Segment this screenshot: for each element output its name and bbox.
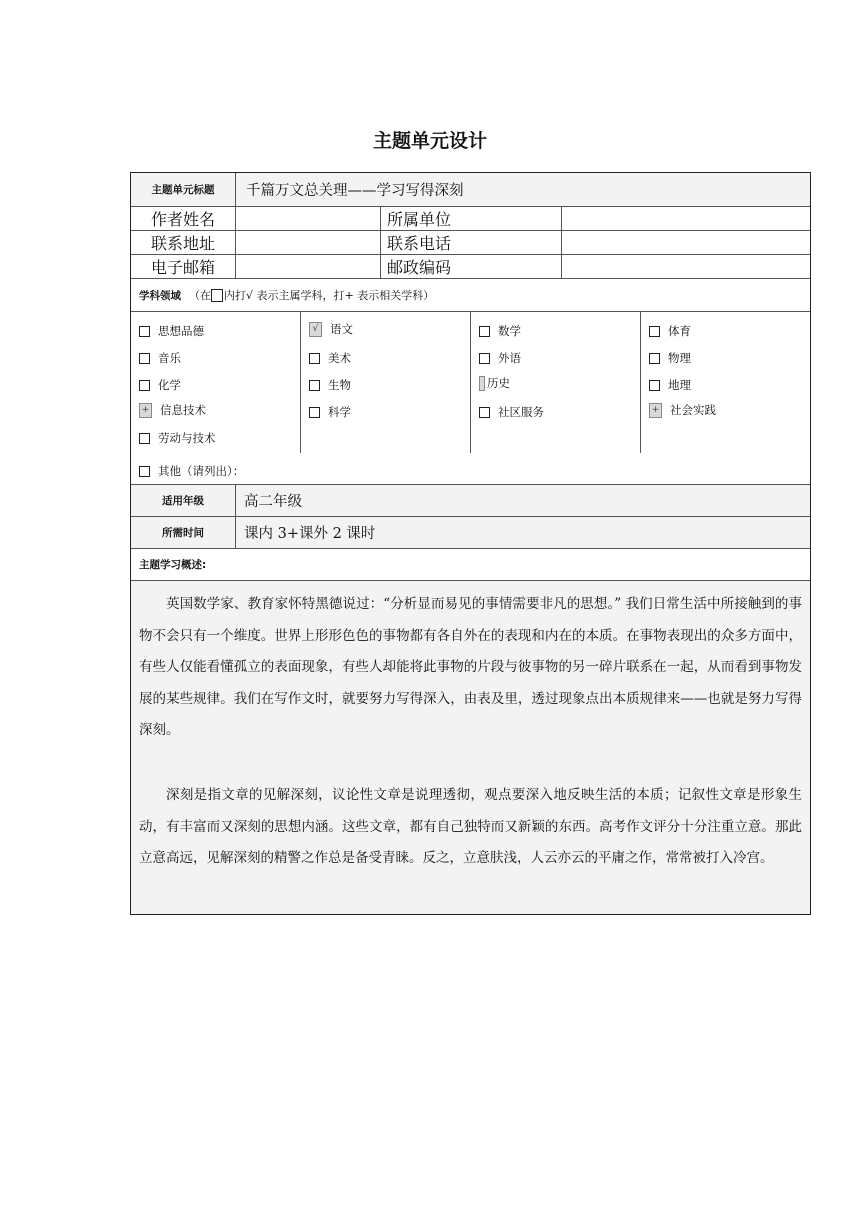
email-label: 电子邮箱 xyxy=(131,255,236,278)
checkbox-physics[interactable] xyxy=(649,353,660,364)
subject-checkbox-grid xyxy=(131,312,810,485)
checkbox-chemistry[interactable] xyxy=(139,380,150,391)
subject-music[interactable]: 音乐 xyxy=(139,350,181,366)
subject-chemistry[interactable]: 化学 xyxy=(139,377,181,393)
checkbox-community-service[interactable] xyxy=(479,407,490,418)
time-label: 所需时间 xyxy=(131,517,236,548)
subject-area-hint-after: 内打√ 表示主属学科，打+ 表示相关学科） xyxy=(224,289,435,302)
checkbox-legend-icon xyxy=(211,289,223,302)
affiliation-value xyxy=(562,207,810,230)
info-row-author xyxy=(131,207,810,231)
subject-pe[interactable]: 体育 xyxy=(649,323,691,339)
checkbox-pe[interactable] xyxy=(649,326,660,337)
checkbox-history[interactable] xyxy=(479,376,485,391)
grade-label: 适用年级 xyxy=(131,485,236,516)
subject-area-label: 学科领域 xyxy=(139,289,181,302)
address-value xyxy=(236,231,381,254)
checkbox-science[interactable] xyxy=(309,407,320,418)
subject-area-hint-before: （在 xyxy=(189,289,211,302)
grade-value: 高二年级 xyxy=(236,485,810,516)
checkbox-biology[interactable] xyxy=(309,380,320,391)
unit-design-form xyxy=(130,172,811,915)
overview-paragraph-1: 英国数学家、教育家怀特黑德说过：“分析显而易见的事情需要非凡的思想。” 我们日常生活中所接触到的事物不会只有一个维度。世界上形形色色的事物都有各自外在的表现和内在的本质。在事物表现出的众多方面中，有些人仅能看懂孤立的表面现象，有些人却能将此事物的片段与彼事物的另一碎片联系在一起，从而看到事物发展的某些规律。我们在写作文时，就要努力写得深入，由表及里，透过现象点出本质规律来——也就是努力写得深刻。 xyxy=(139,596,802,738)
subject-area-header xyxy=(131,279,810,312)
overview-body xyxy=(131,581,810,914)
subject-art[interactable]: 美术 xyxy=(309,350,351,366)
page-title: 主题单元设计 xyxy=(372,130,487,152)
checkbox-music[interactable] xyxy=(139,353,150,364)
checkbox-chinese[interactable]: √ xyxy=(309,322,322,337)
overview-header-row xyxy=(131,549,810,581)
checkbox-other[interactable] xyxy=(139,466,150,477)
subject-chinese[interactable]: √ 语文 xyxy=(309,321,353,337)
checkbox-labor[interactable] xyxy=(139,433,150,444)
subject-social-practice[interactable]: + 社会实践 xyxy=(649,402,716,418)
affiliation-label: 所属单位 xyxy=(381,207,562,230)
subject-physics[interactable]: 物理 xyxy=(649,350,691,366)
time-row xyxy=(131,517,810,549)
subject-moral[interactable]: 思想品德 xyxy=(139,323,204,339)
time-value: 课内 3+课外 2 课时 xyxy=(236,517,810,548)
info-row-email xyxy=(131,255,810,279)
checkbox-moral[interactable] xyxy=(139,326,150,337)
overview-paragraph-2: 深刻是指文章的见解深刻，议论性文章是说理透彻，观点要深入地反映生活的本质；记叙性文章是形象生动，有丰富而又深刻的思想内涵。这些文章，都有自己独特而又新颖的东西。高考作文评分十分注重立意。那此立意高远，见解深刻的精警之作总是备受青睐。反之，立意肤浅，人云亦云的平庸之作，常常被打入冷宫。 xyxy=(139,787,802,866)
subject-community-service[interactable]: 社区服务 xyxy=(479,404,544,420)
unit-title-value: 千篇万文总关理——学习写得深刻 xyxy=(236,173,810,206)
checkbox-geography[interactable] xyxy=(649,380,660,391)
checkbox-foreign-language[interactable] xyxy=(479,353,490,364)
subject-it[interactable]: + 信息技术 xyxy=(139,402,206,418)
subject-foreign-language[interactable]: 外语 xyxy=(479,350,521,366)
checkbox-it[interactable]: + xyxy=(139,403,152,418)
phone-value xyxy=(562,231,810,254)
subject-math[interactable]: 数学 xyxy=(479,323,521,339)
checkbox-social-practice[interactable]: + xyxy=(649,403,662,418)
postcode-label: 邮政编码 xyxy=(381,255,562,278)
info-row-address xyxy=(131,231,810,255)
subject-biology[interactable]: 生物 xyxy=(309,377,351,393)
subject-science[interactable]: 科学 xyxy=(309,404,351,420)
subject-history[interactable]: 历史 xyxy=(479,375,510,391)
subject-geography[interactable]: 地理 xyxy=(649,377,691,393)
unit-title-label: 主题单元标题 xyxy=(131,173,236,206)
email-value xyxy=(236,255,381,278)
checkbox-math[interactable] xyxy=(479,326,490,337)
checkbox-art[interactable] xyxy=(309,353,320,364)
unit-title-row xyxy=(131,173,810,207)
subject-other[interactable]: 其他（请列出）： xyxy=(139,463,244,479)
subject-labor[interactable]: 劳动与技术 xyxy=(139,430,216,446)
grade-row xyxy=(131,485,810,517)
phone-label: 联系电话 xyxy=(381,231,562,254)
overview-label: 主题学习概述: xyxy=(139,559,207,571)
author-name-label: 作者姓名 xyxy=(131,207,236,230)
author-name-value xyxy=(236,207,381,230)
postcode-value xyxy=(562,255,810,278)
address-label: 联系地址 xyxy=(131,231,236,254)
